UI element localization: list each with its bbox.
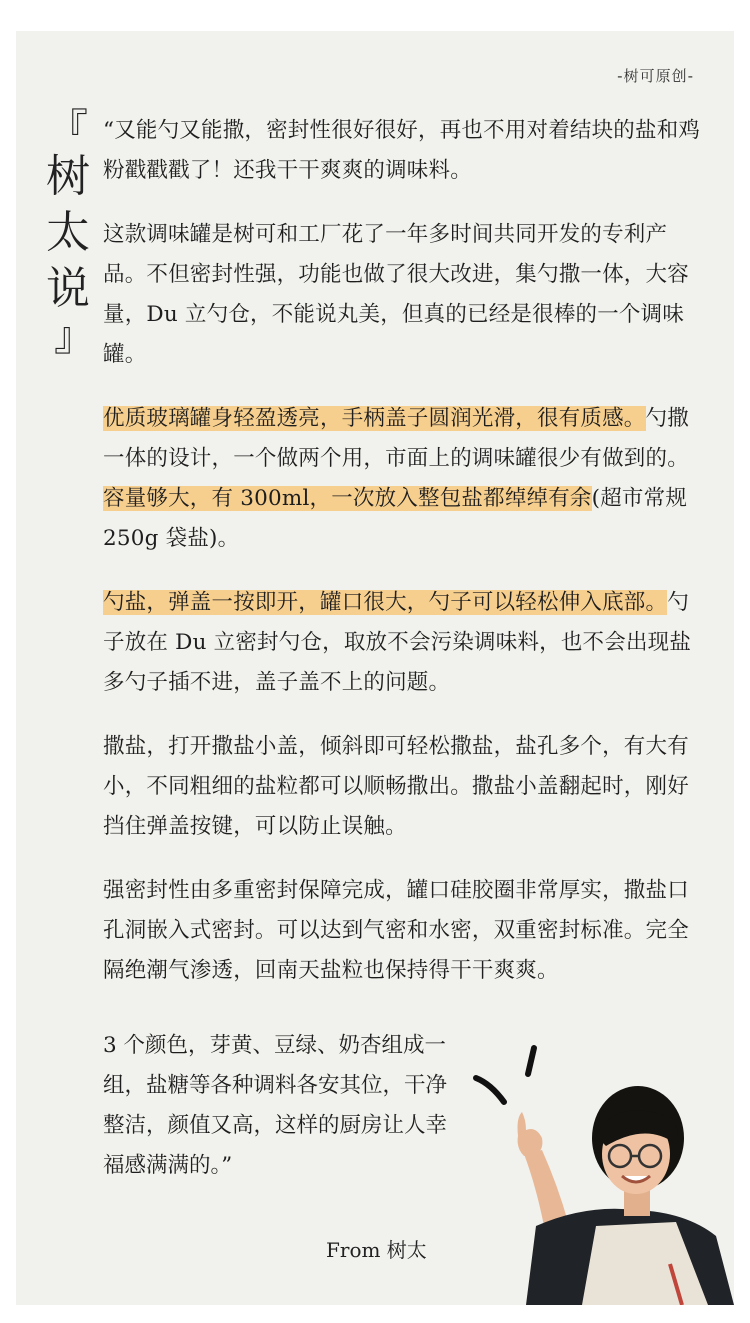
brand-tag: -树可原创- [617,67,694,85]
article-paragraph-6 [103,871,707,991]
raised-arm [524,1150,568,1226]
title-char-3: 说 [46,263,90,314]
emphasis-stroke-1 [476,1078,504,1102]
text-run: 勺撒一体的设计，一个做两个用，市面上的调味罐很少有做到的。 [103,406,689,471]
signature: From 树太 [326,1238,427,1262]
highlighted-text: 优质玻璃罐身轻盈透亮，手柄盖子圆润光滑，很有质感。 [103,406,646,431]
article-body [103,111,707,1015]
title-char-2: 太 [46,207,90,258]
article-paragraph-5 [103,727,707,847]
highlighted-text: 勺盐，弹盖一按即开，罐口很大，勺子可以轻松伸入底部。 [103,590,668,615]
text-run: 撒盐，打开撒盐小盖，倾斜即可轻松撒盐，盐孔多个，有大有小，不同粗细的盐粒都可以顺畅撒出。撒盐小盖翻起时，刚好挡住弹盖按键，可以防止误触。 [103,734,689,839]
text-run: 勺子放在 Du 立密封勺仓，取放不会污染调味料，也不会出现盐多勺子插不进，盖子盖不上的问题。 [103,590,692,695]
article-paragraph-3 [103,399,707,559]
content-card [16,31,734,1305]
article-paragraph-2 [103,215,707,375]
woman-pointing-illustration [446,1026,734,1305]
article-paragraph-4 [103,583,707,703]
title-char-1: 树 [46,151,90,202]
text-run: “又能勺又能撒，密封性很好很好，再也不用对着结块的盐和鸡粉戳戳戳了！还我干干爽爽的调味料。 [103,118,701,183]
text-run: 这款调味罐是树可和工厂花了一年多时间共同开发的专利产品。不但密封性强，功能也做了很大改进，集勺撒一体，大容量，Du 立勺仓，不能说丸美，但真的已经是很棒的一个调味罐。 [103,222,689,367]
pointing-hand [518,1112,543,1156]
article-paragraph-1 [103,111,707,191]
closing-paragraph: 3 个颜色，芽黄、豆绿、奶杏组成一组，盐糖等各种调料各安其位，干净整洁，颜值又高，这样的厨房让人幸福感满满的。” [103,1033,448,1178]
vertical-title [42,106,94,360]
emphasis-stroke-2 [528,1048,534,1074]
text-run: 强密封性由多重密封保障完成，罐口硅胶圈非常厚实，撒盐口孔洞嵌入式密封。可以达到气密和水密，双重密封标准。完全隔绝潮气渗透，回南天盐粒也保持得干干爽爽。 [103,878,689,983]
title-close-bracket: 』 [54,314,94,360]
highlighted-text: 容量够大，有 300ml，一次放入整包盐都绰绰有余 [103,486,592,511]
title-open-bracket: 『 [48,106,88,152]
text-run: (超市常规 250g 袋盐)。 [103,486,688,551]
